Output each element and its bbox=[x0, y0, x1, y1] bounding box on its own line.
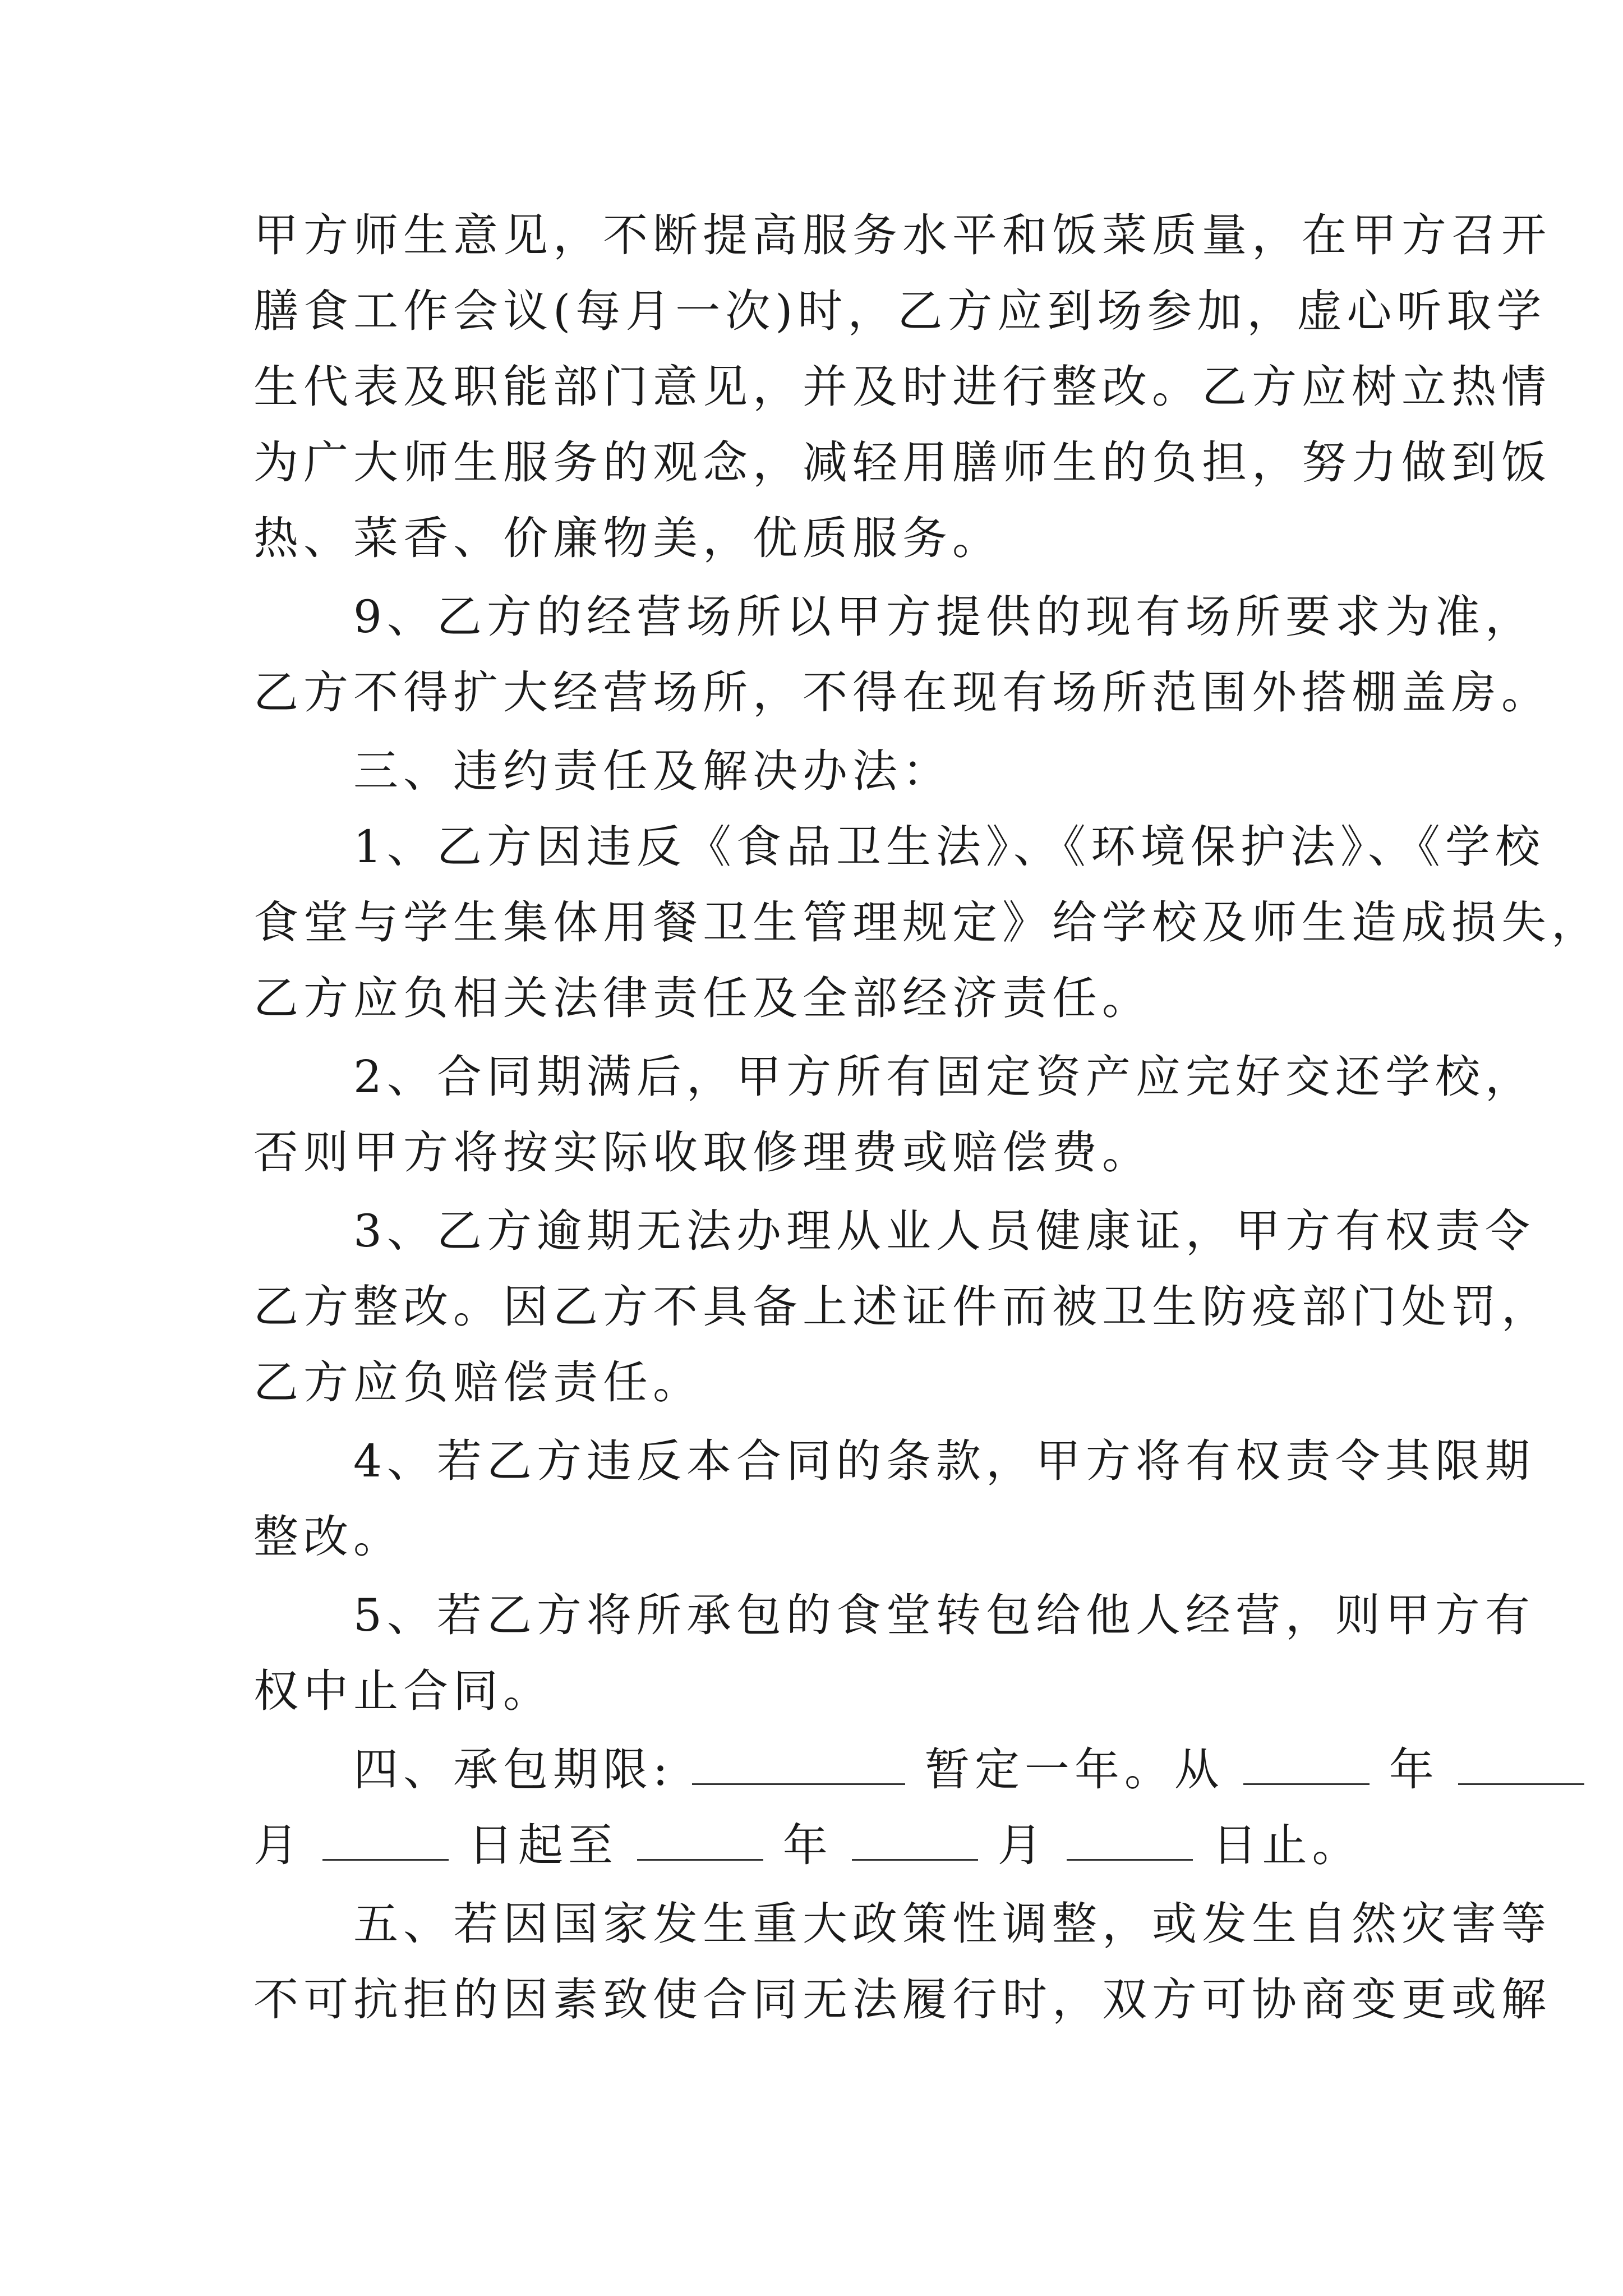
paragraph-5-line: 5、若乙方将所承包的食堂转包给他人经营，则甲方有 bbox=[253, 1589, 1535, 1641]
text-line: 热、菜香、价廉物美，优质服务。 bbox=[253, 512, 1002, 564]
end-year-blank[interactable] bbox=[637, 1820, 763, 1861]
paragraph-3-line: 3、乙方逾期无法办理从业人员健康证，甲方有权责令 bbox=[253, 1205, 1535, 1257]
text-line: 否则甲方将按实际收取修理费或赔偿费。 bbox=[253, 1126, 1152, 1179]
term-blank[interactable] bbox=[692, 1744, 905, 1785]
end-year-label: 年 bbox=[782, 1819, 833, 1871]
section-heading-5: 五、若因国家发生重大政策性调整，或发生自然灾害等 bbox=[253, 1898, 1551, 1950]
from-to-label: 日起至 bbox=[468, 1819, 618, 1871]
term-text: 暂定一年。从 bbox=[924, 1743, 1224, 1796]
text-line: 为广大师生服务的观念，减轻用膳师生的负担，努力做到饭 bbox=[253, 436, 1551, 489]
paragraph-1-line: 1、乙方因违反《食品卫生法》、《环境保护法》、《学校 bbox=[253, 821, 1545, 873]
text-line: 乙方应负相关法律责任及全部经济责任。 bbox=[253, 972, 1152, 1024]
text-line: 食堂与学生集体用餐卫生管理规定》给学校及师生造成损失， bbox=[253, 896, 1601, 949]
end-label: 日止。 bbox=[1212, 1819, 1362, 1871]
text-line: 乙方不得扩大经营场所，不得在现有场所范围外搭棚盖房。 bbox=[253, 666, 1551, 719]
contract-term-dates-line bbox=[253, 1818, 1362, 1874]
text-line: 权中止合同。 bbox=[253, 1665, 553, 1717]
text-line: 生代表及职能部门意见，并及时进行整改。乙方应树立热情 bbox=[253, 361, 1551, 413]
month-label: 月 bbox=[253, 1819, 303, 1871]
text-line: 膳食工作会议(每月一次)时，乙方应到场参加，虚心听取学 bbox=[253, 285, 1547, 337]
paragraph-4-line: 4、若乙方违反本合同的条款，甲方将有权责令其限期 bbox=[253, 1435, 1535, 1487]
year-label: 年 bbox=[1389, 1743, 1439, 1796]
text-line: 甲方师生意见，不断提高服务水平和饭菜质量，在甲方召开 bbox=[253, 209, 1551, 261]
paragraph-9-line: 9、乙方的经营场所以甲方提供的现有场所要求为准， bbox=[253, 591, 1535, 643]
contract-term-line bbox=[253, 1742, 1584, 1798]
text-line: 不可抗拒的因素致使合同无法履行时，双方可协商变更或解 bbox=[253, 1973, 1551, 2026]
section-heading-3: 三、违约责任及解决办法： bbox=[253, 745, 952, 797]
end-day-blank[interactable] bbox=[1067, 1820, 1193, 1861]
text-line: 乙方应负赔偿责任。 bbox=[253, 1356, 703, 1409]
end-month-label: 月 bbox=[997, 1819, 1048, 1871]
paragraph-2-line: 2、合同期满后，甲方所有固定资产应完好交还学校， bbox=[253, 1051, 1535, 1103]
text-line: 整改。 bbox=[253, 1511, 403, 1563]
term-label: 四、承包期限: bbox=[253, 1743, 673, 1796]
start-month-blank[interactable] bbox=[1458, 1744, 1584, 1785]
start-day-blank[interactable] bbox=[322, 1820, 449, 1861]
end-month-blank[interactable] bbox=[852, 1820, 978, 1861]
text-line: 乙方整改。因乙方不具备上述证件而被卫生防疫部门处罚， bbox=[253, 1281, 1551, 1333]
start-year-blank[interactable] bbox=[1243, 1744, 1370, 1785]
